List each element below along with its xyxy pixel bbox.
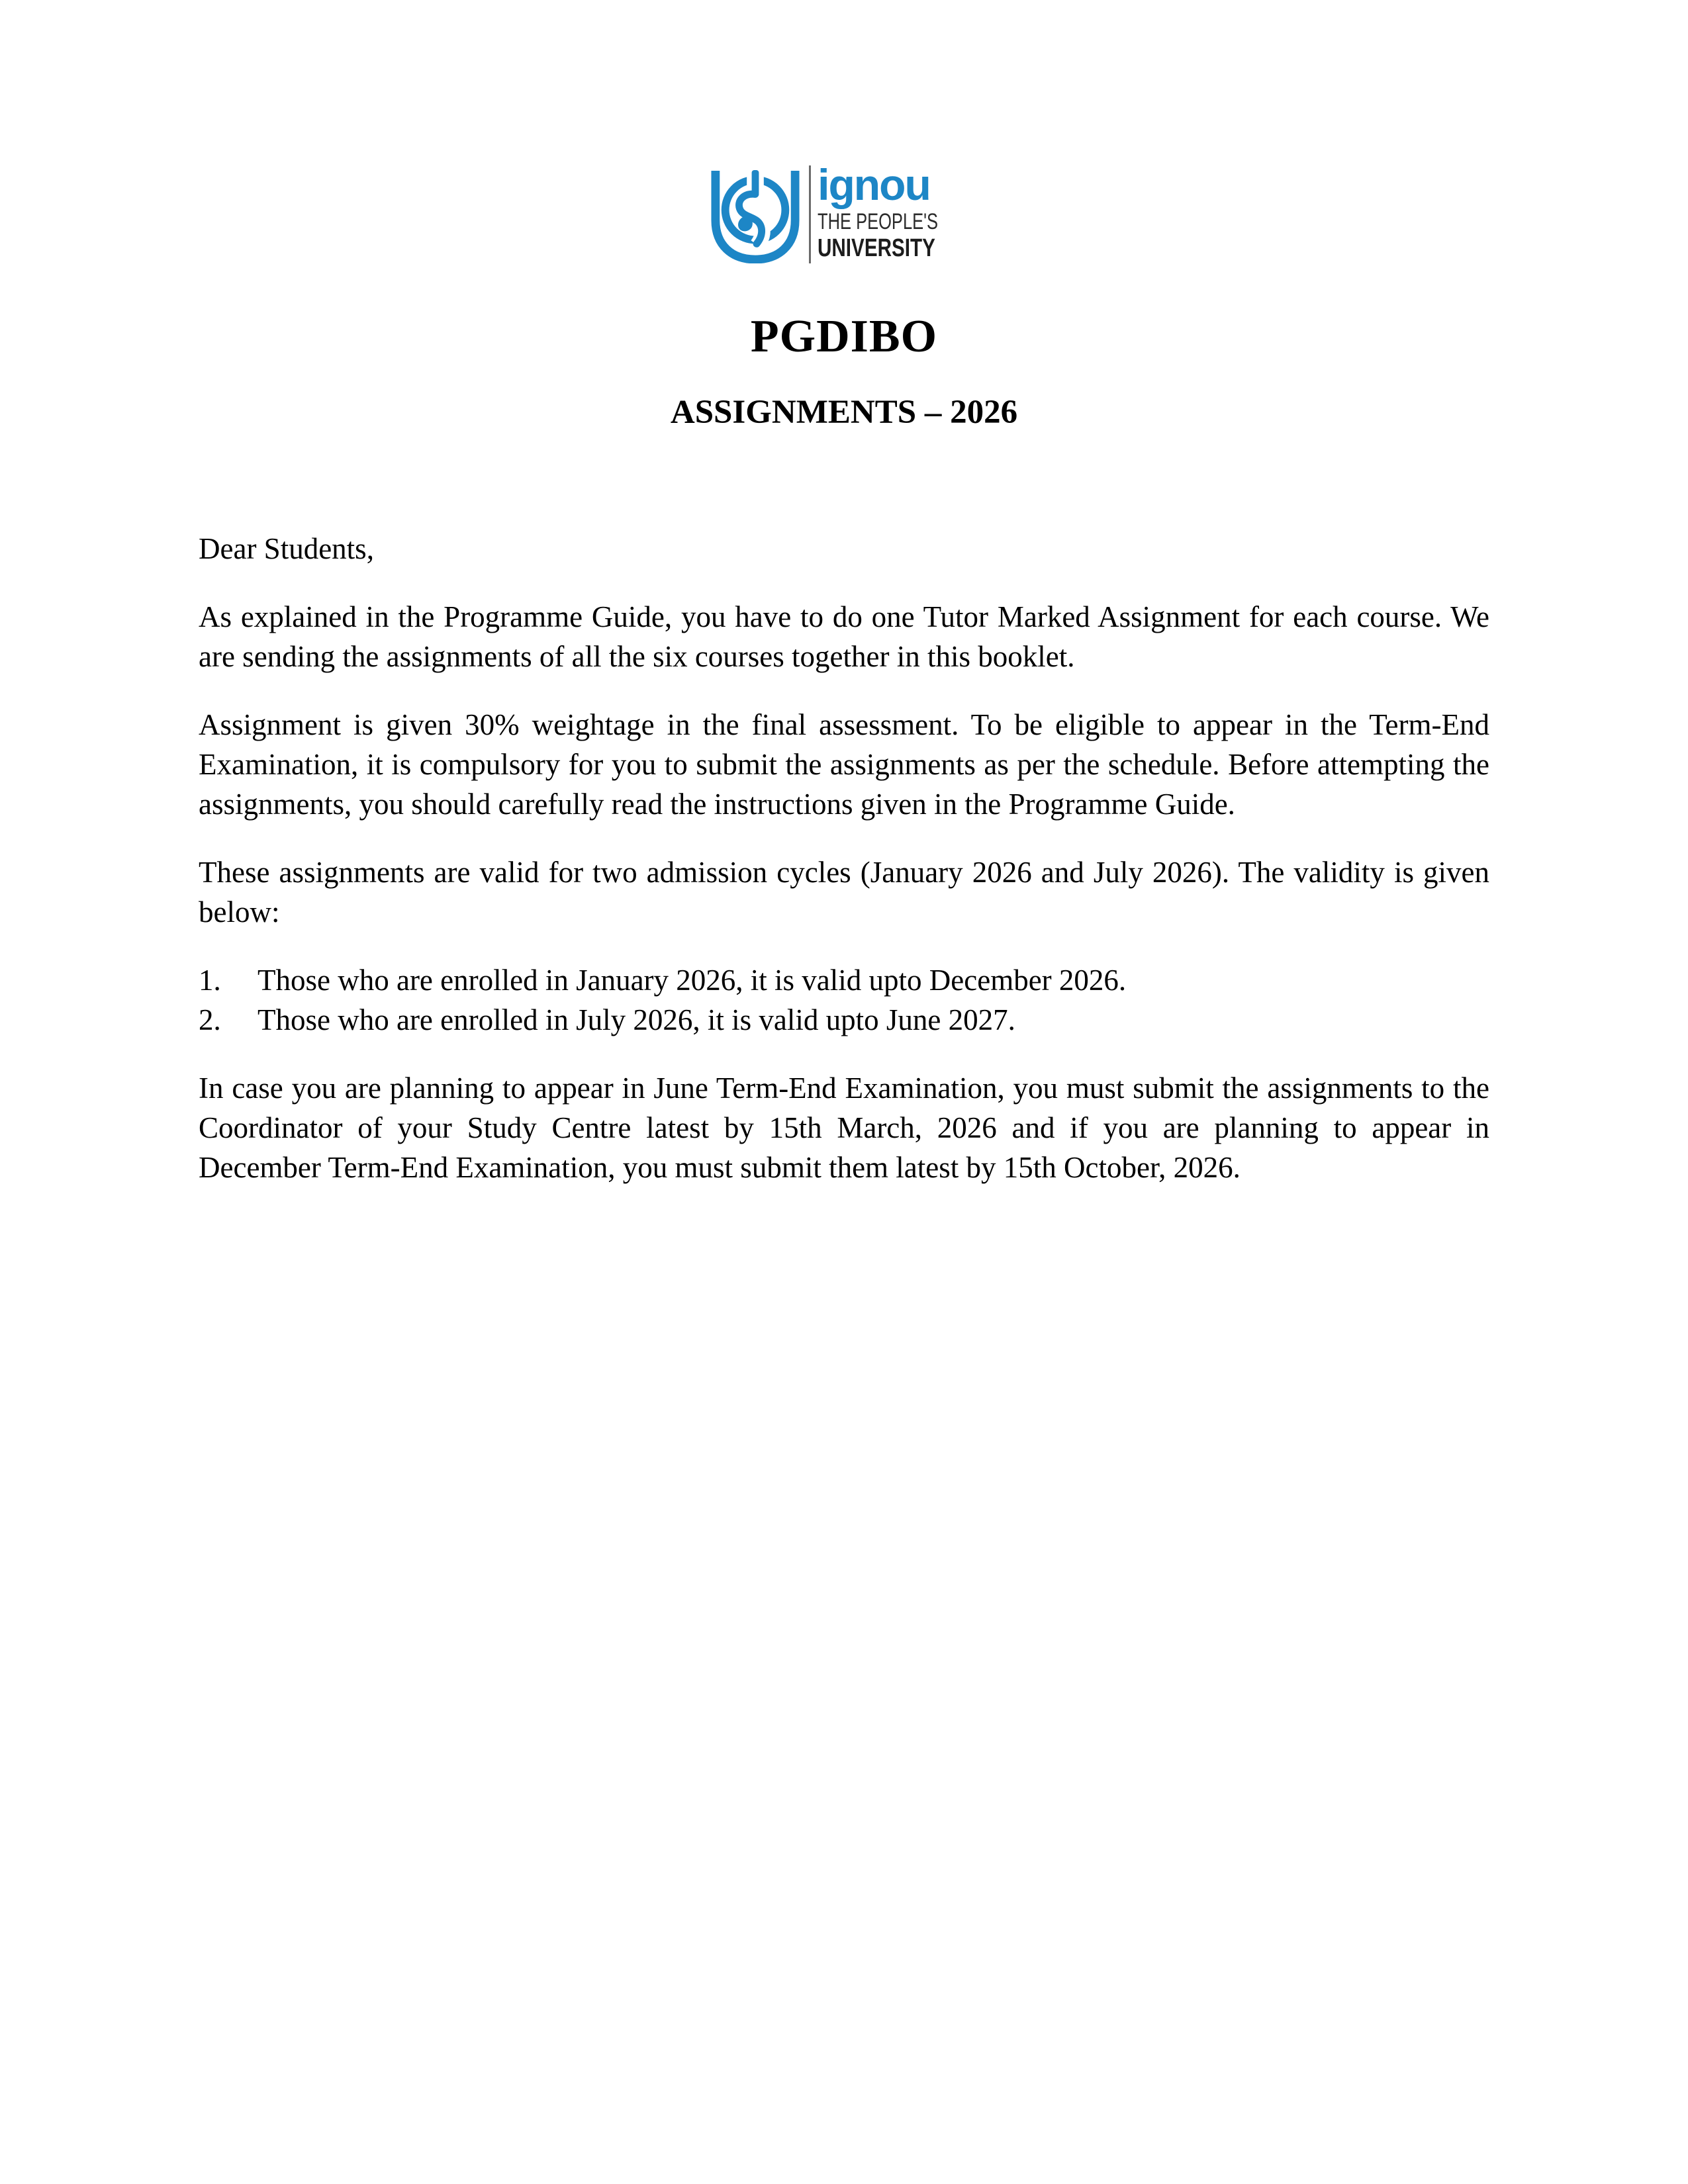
- page-subtitle: ASSIGNMENTS – 2026: [670, 394, 1018, 431]
- assignment-validity-list: [199, 960, 1489, 1040]
- list-item-number: 2.: [199, 1003, 221, 1036]
- letter-body: [199, 529, 1489, 1187]
- body-paragraph-2: Assignment is given 30% weightage in the final assessment. To be eligible to appear in the Term-End Examination, it is compulsory for you to submit the assignments as per the schedule. Before attempting the assignments, you should carefully read the instructions given in the Programme Guide.: [199, 708, 1489, 821]
- salutation: Dear Students,: [199, 532, 374, 565]
- brand-tagline-line1: THE PEOPLE'S: [818, 209, 939, 234]
- ignou-logo: [710, 160, 978, 265]
- list-item-text: Those who are enrolled in July 2026, it is valid upto June 2027.: [258, 1003, 1015, 1036]
- closing-paragraph: In case you are planning to appear in June Term-End Examination, you must submit the assignments to the Coordinator of your Study Centre latest by 15th March, 2026 and if you are planning to appear in December Term-End Examination, you must submit them latest by 15th October, 2026.: [199, 1071, 1489, 1184]
- masthead: [0, 0, 1688, 267]
- list-item-number: 1.: [199, 964, 221, 997]
- brand-tagline-line2: UNIVERSITY: [818, 234, 936, 262]
- list-item-2: [199, 1000, 1489, 1040]
- logo-divider: [809, 165, 811, 263]
- brand-name: ignou: [818, 160, 930, 209]
- brand-wordmark: [818, 160, 978, 262]
- list-item-text: Those who are enrolled in January 2026, it is valid upto December 2026.: [258, 964, 1127, 997]
- body-paragraph-1: As explained in the Programme Guide, you have to do one Tutor Marked Assignment for each course. We are sending the assignments of all the six courses together in this booklet.: [199, 600, 1489, 673]
- body-paragraph-3: These assignments are valid for two admission cycles (January 2026 and July 2026). The validity is given below:: [199, 856, 1489, 929]
- ignou-symbol-icon: [710, 164, 801, 263]
- page-title: PGDIBO: [750, 311, 938, 362]
- list-item-1: [199, 960, 1489, 1000]
